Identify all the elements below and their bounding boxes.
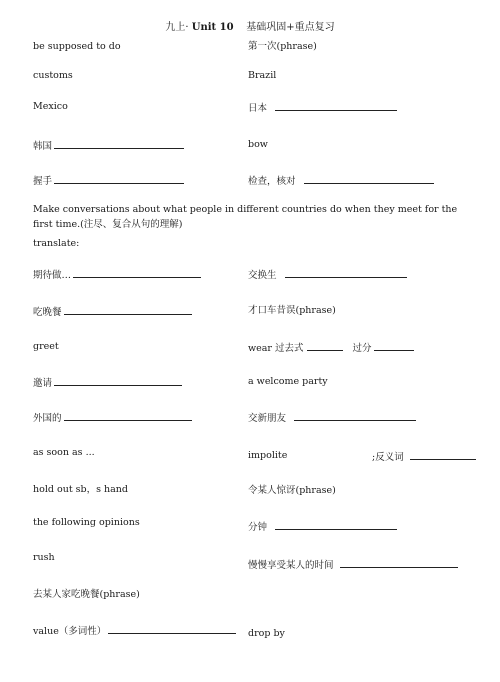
item-value <box>33 624 236 638</box>
answer-blank[interactable] <box>54 139 184 149</box>
item-korea <box>33 139 184 153</box>
item-customs: customs <box>33 70 73 81</box>
item-first-time: 第一次(phrase) <box>248 41 317 52</box>
item-exchange-student <box>248 268 407 282</box>
item-wear-past <box>248 341 414 355</box>
answer-blank[interactable] <box>294 411 416 421</box>
answer-blank[interactable] <box>275 101 397 111</box>
instruction-text: Make conversations about what people in different countries do when they meet for the first time.(注尽、复合从句的理解) <box>33 204 458 230</box>
item-drop-by: drop by <box>248 628 285 639</box>
title-subtitle: 基础巩固+重点复习 <box>246 22 335 33</box>
answer-blank[interactable] <box>54 174 184 184</box>
item-value-label: value（多词性） <box>33 626 107 637</box>
item-mexico: Mexico <box>33 101 68 112</box>
item-foreign-label: 外国的 <box>33 413 62 424</box>
answer-blank[interactable] <box>64 305 192 315</box>
item-take-time-label: 慢慢享受某人的时间 <box>248 560 334 571</box>
item-be-supposed-to-do: be supposed to do <box>33 41 121 52</box>
item-minute <box>248 520 397 534</box>
item-minute-label: 分钟 <box>248 522 268 533</box>
item-foreign <box>33 411 192 425</box>
item-surprise: 令某人惊讶(phrase) <box>248 485 336 496</box>
item-japan-label: 日本 <box>248 103 268 114</box>
item-look-forward-label: 期待做… <box>33 270 72 281</box>
translate-label: translate: <box>33 238 80 249</box>
item-brazil: Brazil <box>248 70 277 81</box>
item-have-dinner <box>33 305 192 319</box>
item-invite-label: 邀请 <box>33 378 53 389</box>
answer-blank[interactable] <box>340 558 458 568</box>
item-invite <box>33 376 182 390</box>
item-look-forward <box>33 268 201 282</box>
item-make-friends-label: 交新朋友 <box>248 413 287 424</box>
item-have-dinner-label: 吃晚餐 <box>33 307 62 318</box>
item-rush: rush <box>33 552 55 563</box>
item-check <box>248 174 434 188</box>
answer-blank[interactable] <box>275 520 397 530</box>
answer-blank[interactable] <box>410 450 476 460</box>
item-greet: greet <box>33 341 59 352</box>
item-antonym <box>372 450 476 464</box>
item-take-time <box>248 558 458 572</box>
item-as-soon-as: as soon as ... <box>33 447 95 458</box>
answer-blank[interactable] <box>285 268 407 278</box>
page-title <box>0 22 500 35</box>
item-check-label: 检查，核对 <box>248 176 296 187</box>
item-following-opinions: the following opinions <box>33 517 140 528</box>
item-handshake-label: 握手 <box>33 176 53 187</box>
item-handshake <box>33 174 184 188</box>
item-dinner-at-home: 去某人家吃晚餐(phrase) <box>33 589 140 600</box>
answer-blank[interactable] <box>64 411 192 421</box>
item-hold-out-hand: hold out sb，s hand <box>33 484 128 495</box>
item-antonym-label: ;反义词 <box>372 452 404 463</box>
item-japan <box>248 101 397 115</box>
item-korea-label: 韩国 <box>33 141 53 152</box>
item-wear-past-label: wear 过去式 <box>248 343 304 354</box>
title-unit: Unit 10 <box>191 22 234 33</box>
answer-blank[interactable] <box>307 341 343 351</box>
item-impolite: impolite <box>248 450 288 461</box>
answer-blank[interactable] <box>108 624 236 634</box>
item-make-friends <box>248 411 416 425</box>
item-past-participle-label: 过分 <box>352 343 372 354</box>
item-welcome-party: a welcome party <box>248 376 328 387</box>
answer-blank[interactable] <box>73 268 201 278</box>
item-make-mistake: 才口车昔误(phrase) <box>248 305 336 316</box>
answer-blank[interactable] <box>54 376 182 386</box>
answer-blank[interactable] <box>304 174 434 184</box>
answer-blank[interactable] <box>374 341 414 351</box>
item-exchange-student-label: 交换生 <box>248 270 277 281</box>
item-bow: bow <box>248 139 268 150</box>
title-prefix: 九上· <box>165 22 189 33</box>
